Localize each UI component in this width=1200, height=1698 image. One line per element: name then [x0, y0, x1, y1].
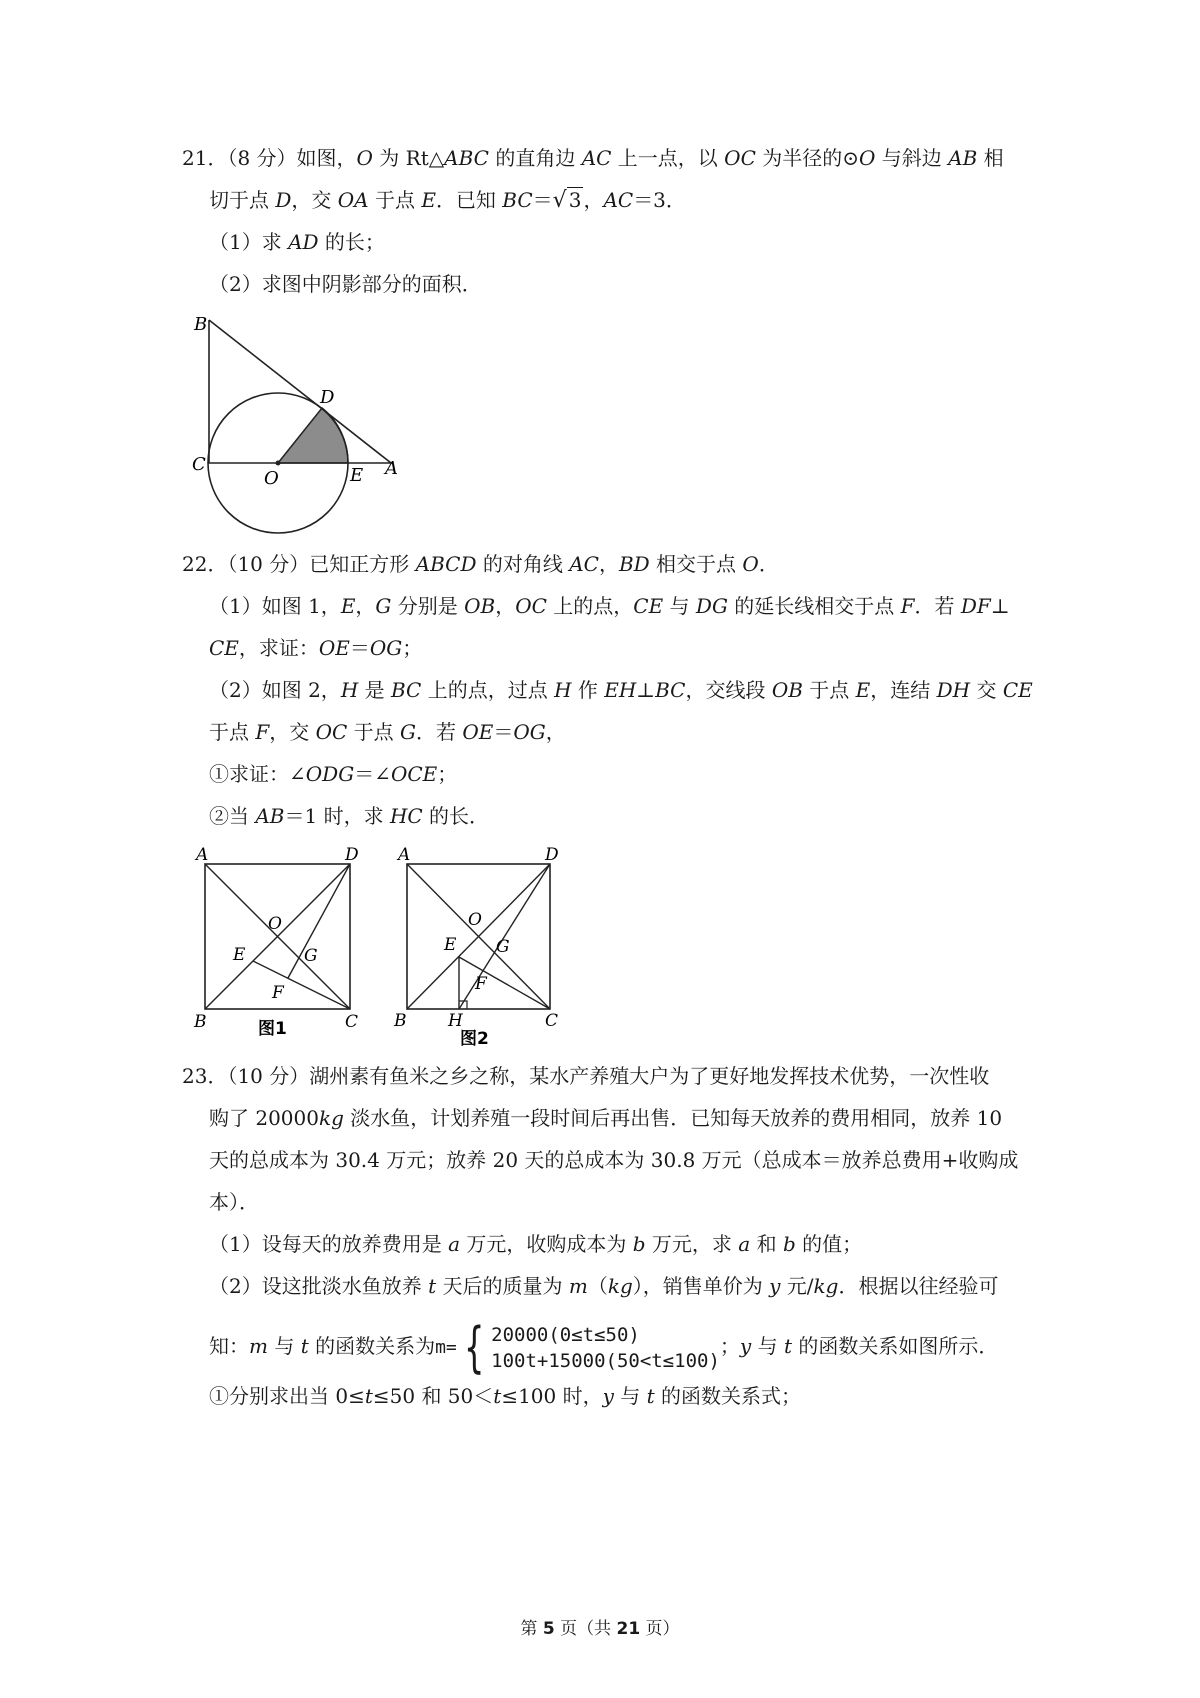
text: 湖州素有鱼米之乡之称，某水产养殖大户为了更好地发挥技术优势，一次性收 — [309, 1064, 990, 1088]
case-2: 100t+15000(50<t≤100) — [491, 1349, 720, 1372]
text: 分别是 — [391, 594, 465, 618]
segment-df — [288, 864, 350, 978]
text: 的长． — [422, 804, 490, 828]
text: 是 — [358, 678, 391, 702]
label-e: E — [350, 465, 364, 486]
fig2-label-b: B — [394, 1011, 407, 1031]
text: DH — [936, 678, 971, 702]
text: 的对角线 — [476, 552, 570, 576]
text: ⊥ — [636, 678, 656, 702]
q22-sub1 — [209, 760, 457, 788]
q23-line1 — [182, 1062, 989, 1090]
text: 页） — [640, 1619, 680, 1639]
text: ．根据以往经验可 — [838, 1274, 999, 1298]
q22-sub2 — [209, 802, 489, 830]
text: t — [300, 1334, 309, 1358]
text: OG — [513, 720, 546, 744]
q21-diagram — [180, 300, 420, 540]
q23-line4: 本）． — [209, 1190, 259, 1214]
text: 于点 — [368, 188, 422, 212]
figure2-diagram — [390, 840, 590, 1050]
piecewise-cases — [491, 1322, 720, 1374]
text: 与 — [613, 1384, 647, 1408]
fig1-label-c: C — [345, 1012, 359, 1032]
text: ； — [402, 636, 423, 660]
text: BD — [618, 552, 650, 576]
text: H — [554, 678, 572, 702]
sqrt-symbol: √ 3 — [552, 188, 582, 213]
q22-figure1 — [190, 840, 390, 1045]
text: ①分别求出当 0≤ — [209, 1384, 365, 1408]
text: ＝1 时，求 — [284, 804, 390, 828]
total-pages: 21 — [616, 1619, 641, 1639]
center-point — [276, 461, 281, 466]
text: 的函数关系为 — [308, 1334, 436, 1358]
text: 页（共 — [554, 1619, 617, 1639]
text: kg — [318, 1106, 344, 1130]
text: BC — [502, 188, 533, 212]
text: ， — [583, 188, 604, 212]
text: 购了 20000 — [209, 1106, 319, 1130]
text: ．若 — [416, 720, 463, 744]
text: ＝3． — [633, 188, 686, 212]
text: ＝ — [493, 720, 514, 744]
text: y — [602, 1384, 614, 1408]
text: O — [356, 146, 373, 170]
text: ，连结 — [870, 678, 937, 702]
text: 的长； — [318, 230, 385, 254]
fig2-label-e: E — [444, 935, 457, 955]
case-1: 20000(0≤t≤50) — [491, 1323, 640, 1346]
text: （ — [587, 1274, 608, 1298]
fig1-label-f: F — [272, 983, 284, 1003]
text: 淡水鱼，计划养殖一段时间后再出售．已知每天放养的费用相同，放养 10 — [343, 1106, 1003, 1130]
text: E — [421, 188, 436, 212]
fig1-label-d: D — [345, 845, 359, 865]
q21-points: （8 分） — [227, 146, 297, 170]
text: ，交 — [291, 188, 338, 212]
text: AC — [603, 188, 634, 212]
fig2-label-c: C — [545, 1011, 559, 1031]
text: ， — [355, 594, 376, 618]
text: 与斜边 — [875, 146, 949, 170]
q23-line3: 天的总成本为 30.4 万元；放养 20 天的总成本为 30.8 万元（总成本＝放养总费用+收购成 — [209, 1148, 1019, 1172]
text: F — [900, 594, 915, 618]
q23-part1 — [209, 1230, 862, 1258]
text: 的值； — [795, 1232, 863, 1256]
fig2-caption: 图2 — [460, 1029, 489, 1049]
text: ．已知 — [435, 188, 503, 212]
text: 相 — [977, 146, 1004, 170]
text: G — [400, 720, 417, 744]
fig2-label-h: H — [448, 1011, 463, 1031]
shaded-sector — [278, 408, 348, 463]
fig2-label-o: O — [468, 910, 482, 930]
text: 交 — [970, 678, 1003, 702]
fig2-label-d: D — [545, 845, 559, 865]
text: 作 — [571, 678, 605, 702]
text: D — [275, 188, 292, 212]
text: ABC — [444, 146, 489, 170]
text: ＝ — [532, 188, 553, 212]
piecewise-lhs: m= — [435, 1336, 457, 1358]
text: t — [493, 1384, 502, 1408]
text: OB — [464, 594, 496, 618]
text: 为半径的⊙ — [755, 146, 859, 170]
text: 的直角边 — [488, 146, 582, 170]
text: ； — [719, 1334, 740, 1358]
text: OC — [515, 594, 547, 618]
sqrt-radicand: 3 — [568, 188, 582, 212]
q22-part1-line1 — [209, 592, 1010, 620]
text: t — [364, 1384, 373, 1408]
label-a: A — [385, 458, 398, 479]
text: OG — [369, 636, 403, 660]
text: O — [859, 146, 876, 170]
text: ， — [598, 552, 619, 576]
text: ，交线段 — [685, 678, 772, 702]
fig1-label-a: A — [196, 845, 209, 865]
text: ，求证： — [238, 636, 319, 660]
page-number: 5 — [542, 1619, 555, 1639]
text: （2）如图 2， — [209, 678, 341, 702]
text: OC — [315, 720, 348, 744]
text: BC — [655, 678, 686, 702]
q23-number: 23． — [182, 1064, 228, 1088]
text: DF — [960, 594, 991, 618]
text: OC — [724, 146, 756, 170]
q23-sub1 — [209, 1382, 801, 1410]
text: a — [738, 1232, 751, 1256]
text: 的函数关系如图所示． — [792, 1334, 999, 1358]
label-b: B — [194, 314, 208, 335]
text: 的函数关系式； — [654, 1384, 802, 1408]
text: OCE — [390, 762, 438, 786]
q21-line1 — [182, 144, 1004, 172]
label-c: C — [192, 454, 206, 475]
text: AC — [569, 552, 599, 576]
text: 于点 — [209, 720, 256, 744]
text: 上的点， — [546, 594, 634, 618]
text: b — [632, 1232, 646, 1256]
figure1-diagram — [190, 840, 390, 1045]
fig1-label-o: O — [268, 914, 282, 934]
text: CE — [1002, 678, 1033, 702]
fig1-label-b: B — [194, 1012, 207, 1032]
q22-part1-line2 — [209, 634, 422, 662]
label-d: D — [320, 387, 335, 408]
text: y — [739, 1334, 752, 1358]
q21-part1 — [209, 228, 385, 256]
fig2-label-a: A — [398, 845, 411, 865]
text: （2）设这批淡水鱼放养 — [209, 1274, 429, 1298]
text: E — [340, 594, 356, 618]
fig1-caption: 图1 — [258, 1019, 287, 1039]
text: m — [568, 1274, 588, 1298]
text: 元/ — [780, 1274, 814, 1298]
text: t — [428, 1274, 437, 1298]
page-footer — [0, 1614, 1200, 1639]
text: E — [855, 678, 871, 702]
text: t — [783, 1334, 792, 1358]
text: 的延长线相交于点 — [727, 594, 901, 618]
text: （1）设每天的放养费用是 — [209, 1232, 449, 1256]
q22-number: 22． — [182, 552, 228, 576]
text: ， — [495, 594, 516, 618]
q22-part2-line1 — [209, 676, 1033, 704]
text: OE — [318, 636, 350, 660]
piecewise-function — [435, 1315, 720, 1379]
text: DG — [695, 594, 728, 618]
text: 切于点 — [209, 188, 276, 212]
text: 上的点，过点 — [421, 678, 555, 702]
text: y — [769, 1274, 781, 1298]
text: 与 — [663, 594, 696, 618]
text: ODG — [305, 762, 355, 786]
text: ．若 — [914, 594, 961, 618]
text: G — [375, 594, 392, 618]
text: （1）如图 1， — [209, 594, 341, 618]
q23-points: （10 分） — [227, 1064, 310, 1088]
text: a — [448, 1232, 461, 1256]
text: 与 — [751, 1334, 784, 1358]
fig1-label-e: E — [233, 945, 246, 965]
text: b — [782, 1232, 796, 1256]
segment-ec — [459, 957, 550, 1009]
text: ①求证：∠ — [209, 762, 306, 786]
text: ，交 — [269, 720, 316, 744]
text: 上一点，以 — [611, 146, 725, 170]
text: ＝∠ — [354, 762, 391, 786]
text: （1）求 — [209, 230, 289, 254]
text: t — [646, 1384, 655, 1408]
text: AC — [581, 146, 612, 170]
text: 万元，求 — [645, 1232, 739, 1256]
text: AD — [288, 230, 319, 254]
text: F — [255, 720, 270, 744]
text: ≤100 时， — [501, 1384, 603, 1408]
text: H — [340, 678, 359, 702]
text: 于点 — [347, 720, 401, 744]
text: ⊥ — [990, 594, 1010, 618]
q23-part2-line2 — [209, 1315, 999, 1379]
text: ），销售单价为 — [632, 1274, 770, 1298]
text: ②当 — [209, 804, 256, 828]
segment-ce — [253, 961, 350, 1009]
text: 如图， — [296, 146, 357, 170]
text: ， — [545, 720, 566, 744]
text: 天后的质量为 — [436, 1274, 569, 1298]
text: ． — [758, 552, 779, 576]
q21-number: 21． — [182, 146, 228, 170]
text: 已知正方形 — [309, 552, 416, 576]
text: 万元，收购成本为 — [460, 1232, 633, 1256]
text: kg — [813, 1274, 839, 1298]
text: OB — [771, 678, 803, 702]
text: AB — [255, 804, 285, 828]
text: CE — [633, 594, 664, 618]
q22-line1 — [182, 550, 779, 578]
text: ＝ — [349, 636, 370, 660]
q22-part2-line2 — [209, 718, 566, 746]
text: 与 — [267, 1334, 301, 1358]
q23-part2-line1 — [209, 1272, 998, 1300]
text: kg — [607, 1274, 633, 1298]
text: 知： — [209, 1334, 249, 1358]
text: 于点 — [802, 678, 856, 702]
q22-figure2 — [390, 840, 590, 1050]
q23-line2 — [209, 1104, 1002, 1132]
q22-points: （10 分） — [227, 552, 310, 576]
fig1-label-g: G — [304, 946, 318, 966]
text: AB — [948, 146, 978, 170]
text: m — [249, 1334, 268, 1358]
left-brace-icon: { — [463, 1315, 485, 1379]
text: ； — [437, 762, 458, 786]
text: HC — [389, 804, 423, 828]
text: CE — [209, 636, 239, 660]
text: 和 — [750, 1232, 783, 1256]
text: 第 — [520, 1619, 543, 1639]
label-o: O — [264, 468, 279, 489]
text: O — [742, 552, 759, 576]
q21-part2: （2）求图中阴影部分的面积． — [209, 272, 482, 296]
q21-line2 — [209, 186, 686, 215]
text: BC — [390, 678, 422, 702]
text: 相交于点 — [649, 552, 743, 576]
text: OA — [337, 188, 369, 212]
fig2-label-f: F — [475, 974, 487, 994]
q21-figure — [180, 300, 420, 540]
text: ≤50 和 50＜ — [372, 1384, 494, 1408]
text: OE — [462, 720, 494, 744]
text: ABCD — [415, 552, 477, 576]
fig2-label-g: G — [496, 937, 510, 957]
text: EH — [604, 678, 637, 702]
text: 为 Rt△ — [372, 146, 445, 170]
